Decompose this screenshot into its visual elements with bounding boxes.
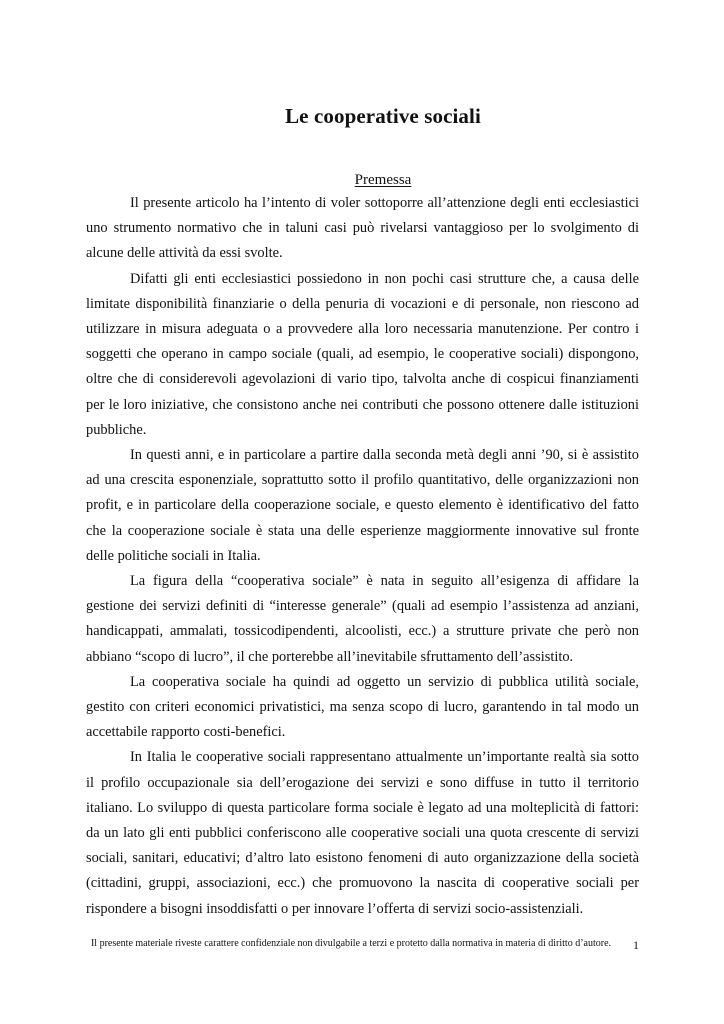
paragraph: Il presente articolo ha l’intento di voler sottoporre all’attenzione degli enti ecclesiastici uno strumento normativo che in taluni casi può rivelarsi vantaggioso per lo svolgimento di alcune delle attività da essi svolte.	[86, 195, 639, 262]
document-body	[86, 191, 639, 922]
paragraph: La figura della “cooperativa sociale” è nata in seguito all’esigenza di affidare la gestione dei servizi definiti di “interesse generale” (quali ad esempio l’assistenza ad anziani, handicappati, ammalati, tossicodipendenti, alcoolisti, ecc.) a strutture private che però non abbiano “scopo di lucro”, il che porterebbe all’inevitabile sfruttamento dell’assistito.	[86, 573, 639, 665]
paragraph: In Italia le cooperative sociali rappresentano attualmente un’importante realtà sia sotto il profilo occupazionale sia dell’erogazione dei servizi e sono diffuse in tutto il territorio italiano. Lo sviluppo di questa particolare forma sociale è legato ad una molteplicità di fattori: da un lato gli enti pubblici conferiscono alle cooperative sociali una quota crescente di servizi sociali, sanitari, educativi; d’altro lato esistono fenomeni di auto organizzazione della società (cittadini, gruppi, associazioni, ecc.) che promuovono la nascita di cooperative sociali per rispondere a bisogni insoddisfatti o per innovare l’offerta di servizi socio-assistenziali.	[86, 749, 639, 917]
paragraph: La cooperativa sociale ha quindi ad oggetto un servizio di pubblica utilità sociale, gestito con criteri economici privatistici, ma senza scopo di lucro, garantendo in tal modo un accettabile rapporto costi-benefici.	[86, 673, 639, 741]
page-footer	[86, 938, 639, 951]
confidentiality-notice: Il presente materiale riveste carattere confidenziale non divulgabile a terzi e protetto dalla normativa in materia di diritto d’autore.	[90, 938, 612, 949]
paragraph: Difatti gli enti ecclesiastici possiedono in non pochi casi strutture che, a causa delle limitate disponibilità finanziarie o della penuria di vocazioni e di personale, non riescono ad utilizzare in misura adeguata o a provvedere alla loro necessaria manutenzione. Per contro i soggetti che operano in campo sociale (quali, ad esempio, le cooperative sociali) dispongono, oltre che di considerevoli agevolazioni di vario tipo, talvolta anche di cospicui finanziamenti per le loro iniziative, che consistono anche nei contributi che possono ottenere dalle istituzioni pubbliche.	[86, 270, 639, 438]
section-heading	[0, 170, 724, 190]
paragraph: In questi anni, e in particolare a partire dalla seconda metà degli anni ’90, si è assistito ad una crescita esponenziale, soprattutto sotto il profilo quantitativo, delle organizzazioni non profit, e in particolare della cooperazione sociale, e questo elemento è identificativo del fatto che la cooperazione sociale è stata una delle esperienze maggiormente innovative sul fronte delle politiche sociali in Italia.	[86, 447, 639, 564]
section-heading-label: Premessa	[354, 172, 412, 188]
document-title: Le cooperative sociali	[285, 104, 481, 128]
page-number: 1	[633, 938, 639, 952]
